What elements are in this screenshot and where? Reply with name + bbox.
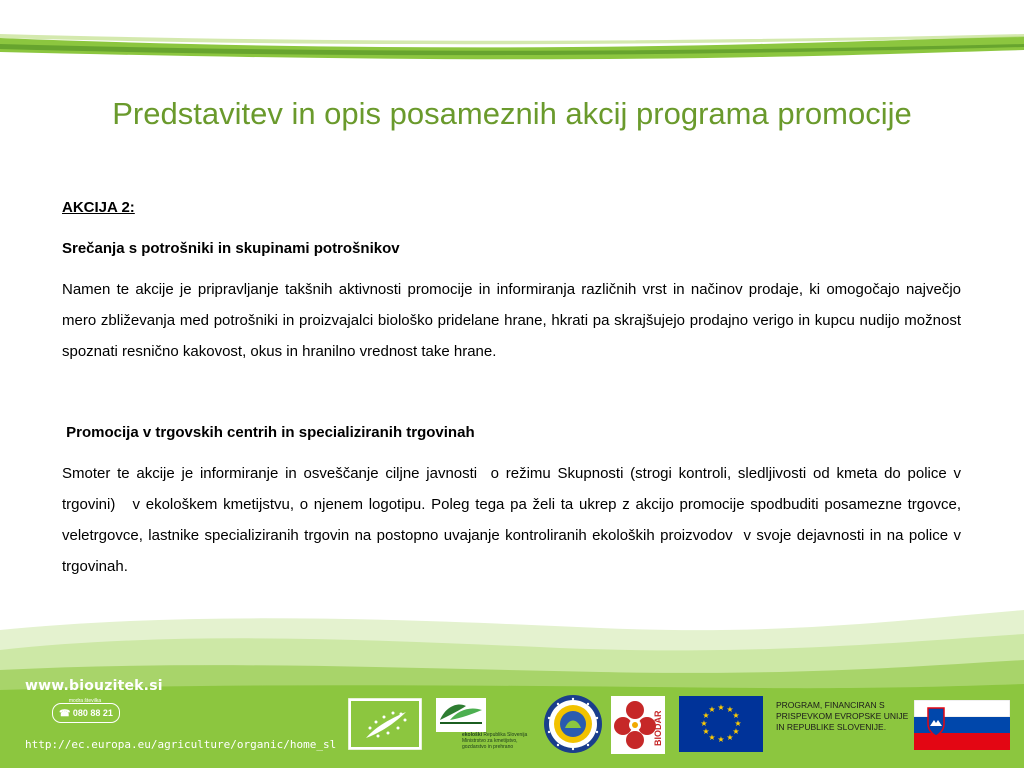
svg-text:★: ★ xyxy=(734,719,742,728)
website-link[interactable]: www.biouzitek.si xyxy=(25,678,163,694)
ministry-text xyxy=(462,732,527,750)
svg-text:★: ★ xyxy=(717,735,725,744)
eu-organic-leaf-logo xyxy=(348,698,422,750)
certification-seal-icon xyxy=(543,694,603,754)
svg-text:★: ★ xyxy=(732,727,740,736)
paragraph-goal: Smoter te akcije je informiranje in osveščanje ciljne javnosti o režimu Skupnosti (strogi kontroli, sledljivosti od kmeta do police v trgovini) v ekološkem kmetijstvu, o njenem logotipu. Poleg tega pa želi ta ukrep z akcijo promocije spodbuditi posamezne trgovce, veletrgovce, lastnike specializiranih trgovin na postopno uvajanje kontroliranih ekoloških proizvodov v svoje dejavnosti in na police v trgovinah. xyxy=(62,465,974,575)
ministry-line-2: Ministrstvo za kmetijstvo, xyxy=(462,738,518,744)
slide-title: Predstavitev in opis posameznih akcij programa promocije xyxy=(112,96,912,131)
action-label: AKCIJA 2: xyxy=(62,199,135,216)
eu-flag-icon xyxy=(679,696,763,752)
svg-text:★: ★ xyxy=(717,703,725,712)
section-heading: Promocija v trgovskih centrih in specializiranih trgovinah xyxy=(62,424,475,441)
svg-text:★: ★ xyxy=(702,727,710,736)
svg-text:★: ★ xyxy=(726,733,734,742)
action-subtitle: Srečanja s potrošniki in skupinami potrošnikov xyxy=(62,240,400,257)
hotline-badge xyxy=(52,703,120,723)
svg-text:★: ★ xyxy=(700,719,708,728)
eu-funding-note: PROGRAM, FINANCIRAN S PRISPEVKOM EVROPSKE UNIJE IN REPUBLIKE SLOVENIJE. xyxy=(776,700,909,732)
header-swoosh xyxy=(0,0,1024,70)
biodar-logo xyxy=(611,696,665,754)
svg-text:★: ★ xyxy=(702,711,710,720)
biodar-text: BIODAR xyxy=(653,710,663,746)
slovenia-flag-icon xyxy=(914,700,1010,750)
slide-content xyxy=(62,192,974,582)
eu-organic-link[interactable]: http://ec.europa.eu/agriculture/organic/home_sl xyxy=(25,738,337,751)
svg-text:★: ★ xyxy=(708,733,716,742)
paragraph-purpose: Namen te akcije je pripravljanje takšnih aktivnosti promocije in informiranja različnih vrst in načinov prodaje, ki omogočajo največjo mero zbliževanja med potrošniki in proizvajalci biološko pridelane hrane, hkrati pa skrajšujejo prodajno verigo in kupcu nudijo možnost spoznati resnično kakovost, okus in hranilno vrednost take hrane. xyxy=(62,281,961,360)
svg-text:★: ★ xyxy=(708,705,716,714)
phone-icon: ☎ xyxy=(59,708,71,718)
ekoloski-logo xyxy=(436,698,486,732)
svg-text:★: ★ xyxy=(732,711,740,720)
ekoloski-brand: ekološki xyxy=(462,732,483,738)
ministry-line-3: gozdarstvo in prehrano xyxy=(462,744,514,750)
hotline-number: 080 88 21 xyxy=(72,708,113,718)
ministry-line-1: Republika Slovenija xyxy=(483,732,528,738)
svg-text:★: ★ xyxy=(726,705,734,714)
hotline-caption: modra številka xyxy=(68,698,102,704)
